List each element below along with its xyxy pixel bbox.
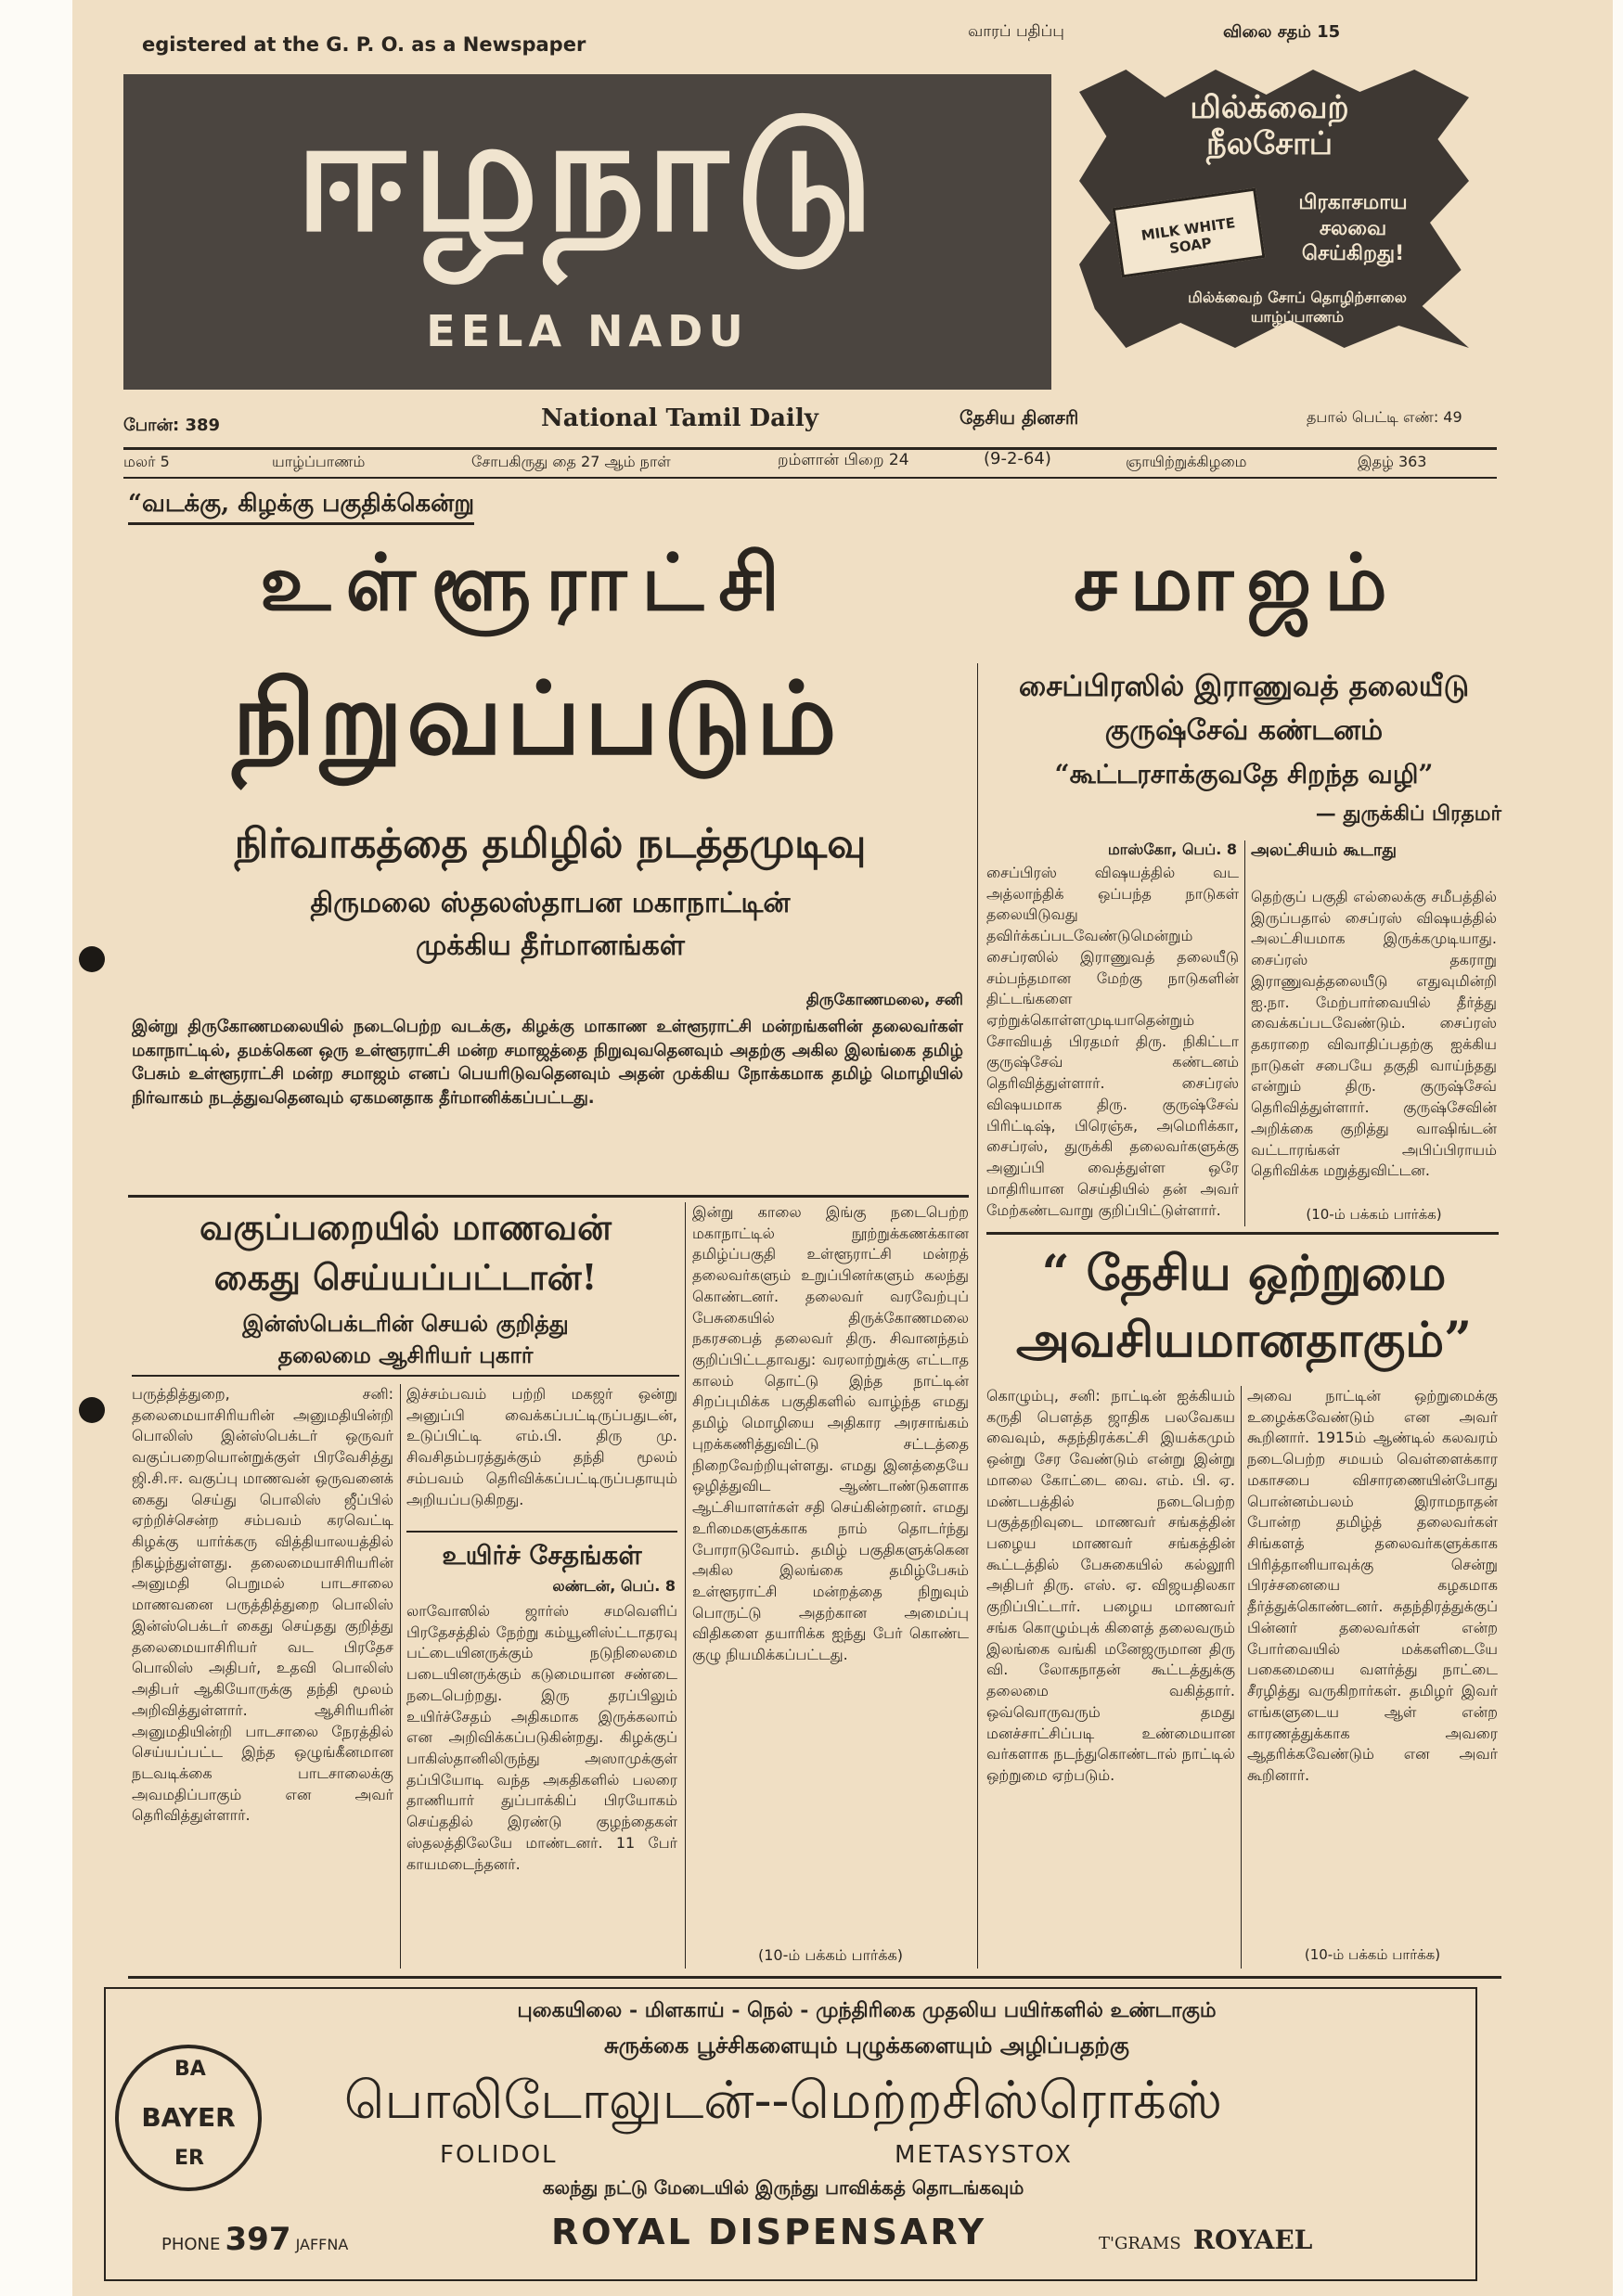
classroom-headline-1: வகுப்பறையில் மாணவன் xyxy=(199,1206,612,1248)
cyprus-column-1: சைப்பிரஸ் விஷயத்தில் வட அத்லாந்திக் ஒப்பந்த நாடுகள் தலையிடுவது தவிர்க்கப்படவேண்டுமென்றும் சைப்ரஸில் இராணுவத் தலையீடு சம்பந்தமான மேற்கு நாடுகளின் திட்டங்களை ஏற்றுக்கொள்ளமுடியாதென்றும் சோவியத் பிரதமர் திரு. நிகிட்டா குருஷ்சேவ் கண்டனம் தெரிவித்துள்ளார். சைப்ரஸ் விஷயமாக திரு. குருஷ்சேவ் பிரிட்டிஷ், பிரெஞ்சு, அமெரிக்கா, சைப்ரஸ், துருக்கி தலைவர்களுக்கு அனுப்பி வைத்துள்ள ஒரே மாதிரியான செய்தியில் தன் அவர் மேற்கண்டவாறு குறிப்பிட்டுள்ளார். xyxy=(986,864,1239,1219)
weekly-edition-label: வாரப் பதிப்பு xyxy=(968,22,1064,41)
classroom-column-1: பருத்தித்துறை, சனி: தலைமையாசிரியரின் அனுமதியின்றி பொலிஸ் இன்ஸ்பெக்டர் ஒருவர் வகுப்பறையொன்றுக்குள் பிரவேசித்து ஜி.சி.ஈ. வகுப்பு மாணவன் ஒருவனைக் கைது செய்து பொலிஸ் ஜீப்பில் ஏற்றிச்சென்ற சம்பவம் கரவெட்டி கிழக்கு யார்க்கரு வித்தியாலயத்தில் நிகழ்ந்துள்ளது. தலைமையாசிரியரின் அனுமதி பெறுமல் பாடசாலை மாணவனை பருத்தித்துறை பொலிஸ் இன்ஸ்பெக்டர் கைது செய்தது குறித்து தலைமையாசிரியர் வட பிரதேச பொலிஸ் அதிபர், உதவி பொலிஸ் அதிபர் ஆகியோருக்கு தந்தி மூலம் அறிவித்துள்ளார். ஆசிரியரின் அனுமதியின்றி பாடசாலை நேரத்தில் செய்யப்பட்ட இந்த ஒழுங்கீனமான நடவடிக்கை பாடசாலைக்கு அவமதிப்பாகும் என அவர் தெரிவித்துள்ளார். xyxy=(132,1385,393,1825)
divider-rule xyxy=(123,447,1497,450)
lead-headline-part3: நிறுவப்படும் xyxy=(232,661,841,777)
lives-body: லாவோஸில் ஜார்ஸ் சமவெளிப் பிரதேசத்தில் நேற்று கம்யூனிஸ்ட்டாதரவு பட்டையினருக்கும் நடுநிலைமை படையினருக்கும் கடுமையான சண்டை நடைபெற்றது. இரு தரப்பிலும் உயிர்ச்சேதம் அதிகமாக இருக்கலாம் என அறிவிக்கப்படுகின்றது. கிழக்குப் பாகிஸ்தானிலிருந்து அஸாமுக்குள் தப்பியோடி வந்த அகதிகளில் பலரை தாணியார் துப்பாக்கிப் பிரயோகம் செய்ததில் இரண்டு குழந்தைகள் ஸ்தலத்திலேயே மாண்டனர். 11 பேர் காயமடைந்தனர். xyxy=(406,1602,677,1873)
soap-bar-label: MILK WHITE SOAP xyxy=(1140,214,1237,257)
folidol-metasystox-ad xyxy=(104,1987,1477,2281)
lead-subdeck-2: முக்கிய தீர்மானங்கள் xyxy=(416,930,685,962)
unity-column-2: அவை நாட்டின் ஒற்றுமைக்கு உழைக்கவேண்டும் என அவர் கூறினார். 1915ம் ஆண்டில் கலவரம் நடைபெற்ற சமயம் வெள்ளைக்கார மகாசபை விசாரணையின்போது பொன்னம்பலம் இராமநாதன் போன்ற தமிழ்த் தலைவர்கள் சிங்களத் தலைவர்களுக்காக பிரித்தானியாவுக்கு சென்று பிரச்சனையை கழகமாக தீர்த்துக்கொண்டனர். சுதந்திரத்துக்குப் பின்னர் தலைவர்கள் என்ற போர்வையில் மக்களிடையே பகைமையை வளர்த்து நாட்டை சீரழித்து வருகிறார்கள். தமிழர் இவர் எங்களுடைய ஆள் என்ற காரணத்துக்காக அவரை ஆதரிக்கவேண்டும் என அவர் கூறினார். xyxy=(1247,1387,1498,1784)
cyprus-subhead: அலட்சியம் கூடாது xyxy=(1251,840,1397,860)
lead-headline-part1: உள்ளூராட்சி xyxy=(260,536,794,628)
lead-deck: நிர்வாகத்தை தமிழில் நடத்தமுடிவு xyxy=(234,820,867,867)
ad-telegram xyxy=(1099,2225,1312,2255)
punch-hole xyxy=(79,946,105,972)
punch-hole xyxy=(79,1397,105,1423)
column-rule xyxy=(1244,840,1245,1226)
divider-rule xyxy=(123,477,1497,479)
registration-note: egistered at the G. P. O. as a Newspaper xyxy=(142,33,586,56)
ad-brand: மில்க்வைற் நீலசோப் xyxy=(1190,89,1349,163)
cyprus-headline-2: குருஷ்சேவ் கண்டனம் xyxy=(1104,714,1384,747)
bayer-logo xyxy=(115,2045,262,2191)
english-date: (9-2-64) xyxy=(984,449,1051,468)
bayer-logo-top: BA xyxy=(174,2058,206,2081)
column-rule xyxy=(1241,1386,1242,1969)
cyprus-byline: — துருக்கிப் பிரதமர் xyxy=(1315,802,1501,826)
ad-line-1: புகையிலை - மிளகாய் - நெல் - முந்திரிகை முதலிய பயிர்களில் உண்டாகும் xyxy=(517,1998,1217,2022)
ad-line-2: சுருக்கை பூச்சிகளையும் புழுக்களையும் அழிப்பதற்கு xyxy=(603,2032,1129,2059)
ad-line-3: கலந்து நட்டு மேடையில் இருந்து பாவிக்கத் தொடங்கவும் xyxy=(542,2176,1024,2199)
masthead-english-title: EELA NADU xyxy=(426,306,749,356)
classroom-deck-1: இன்ஸ்பெக்டரின் செயல் குறித்து xyxy=(242,1310,569,1337)
ad-product-metasystox: METASYSTOX xyxy=(895,2141,1073,2169)
cyprus-headline-1: சைப்பிரஸில் இராணுவத் தலையீடு xyxy=(1018,670,1470,703)
po-box: தபால் பெட்டி எண்: 49 xyxy=(1307,408,1462,426)
volume-number: மலர் 5 xyxy=(123,453,170,470)
ad-phone-city: JAFFNA xyxy=(295,2236,349,2253)
cyprus-jump-note: (10-ம் பக்கம் பார்க்க) xyxy=(1306,1206,1442,1223)
unity-headline-1: “ தேசிய ஒற்றுமை xyxy=(1041,1245,1447,1302)
ad-shop-name: ROYAL DISPENSARY xyxy=(551,2212,987,2252)
milkwhite-soap-ad xyxy=(1079,70,1501,348)
issue-number: இதழ் 363 xyxy=(1358,453,1427,470)
column-rule xyxy=(685,1202,686,1969)
divider-rule xyxy=(986,1232,1499,1235)
lead-continued-column: இன்று காலை இங்கு நடைபெற்ற மகாநாட்டில் நூற்றுக்கணக்கான தமிழ்ப்பகுதி உள்ளூராட்சி மன்றத் தலைவர்களும் உறுப்பினர்களும் கலந்து கொண்டனர். தலைவர் வரவேற்புப் பேசுகையில் திருக்கோணமலை நகரசபைத் தலைவர் திரு. சிவானந்தம் குறிப்பிட்டதாவது: வரலாற்றுக்கு எட்டாத காலம் தொட்டு இந்த நாட்டின் சிறப்புமிக்க பகுதிகளில் வாழ்ந்த எமது தமிழ் மொழியை அதிகார அரசாங்கம் புறக்கணித்துவிட்டு சட்டத்தை நிறைவேற்றியுள்ளது. எமது இனத்தையே ஒழித்துவிட ஆண்டாண்டுகளாக ஆட்சியாளர்கள் சதி செய்கின்றனர். எமது உரிமைகளுக்காக நாம் தொடர்ந்து போராடுவோம். தமிழ் பகுதிகளுக்கென அகில இலங்கை தமிழ்பேசும் உள்ளூராட்சி மன்றத்தை நிறுவும் பொருட்டு அதற்கான அமைப்பு விதிகளை தயாரிக்க ஐந்து பேர் கொண்ட குழு நியமிக்கப்பட்டது. xyxy=(692,1203,969,1664)
cyprus-column-2: தெற்குப் பகுதி எல்லைக்கு சமீபத்தில் இருப்பதால் சைப்ரஸ் விஷயத்தில் அலட்சியமாக இருக்கமுடியாது. சைப்ரஸ் தகராறு இராணுவத்தலையீடு எதுவுமின்றி ஐ.நா. மேற்பார்வையில் தீர்த்து வைக்கப்படவேண்டும். சைப்ரஸ் தகராறை விவாதிப்பதற்கு ஐக்கிய நாடுகள் சபையே தகுதி வாய்ந்தது என்றும் திரு. குருஷ்சேவ் தெரிவித்துள்ளார். குருஷ்சேவின் அறிக்கை குறித்து வாஷிங்டன் வட்டாரங்கள் அபிப்பிராயம் தெரிவிக்க மறுத்துவிட்டன. xyxy=(1251,888,1497,1180)
cyprus-dateline: மாஸ்கோ, பெப். 8 xyxy=(1107,840,1237,858)
bayer-logo-bottom: ER xyxy=(174,2147,204,2170)
lead-dateline: திருகோணமலை, சனி xyxy=(805,991,963,1009)
lead-intro: இன்று திருகோணமலையில் நடைபெற்ற வடக்கு, கிழக்கு மாகாண உள்ளூராட்சி மன்றங்களின் தலைவர்கள் மகாநாட்டில், தமக்கென ஒரு உள்ளூராட்சி மன்ற சமாஜத்தை நிறுவுவதெனவும் அதற்கு அகில இலங்கை தமிழ் பேசும் உள்ளூராட்சி மன்ற சமாஜம் எனப் பெயரிடுவதெனவும் அதன் முக்கிய நோக்கமாக தமிழ் மொழியில் நிர்வாகம் நடத்துவதெனவும் ஏகமனதாக தீர்மானிக்கப்பட்டது. xyxy=(132,1017,963,1108)
ad-phone xyxy=(161,2221,348,2258)
divider-rule xyxy=(132,1375,679,1377)
masthead-banner xyxy=(123,74,1051,390)
cyprus-quote: “கூட்டரசாக்குவதே சிறந்த வழி” xyxy=(1054,759,1434,789)
ad-grams-address: ROYAEL xyxy=(1192,2225,1313,2255)
ad-phone-number: 397 xyxy=(225,2221,291,2258)
column-rule xyxy=(400,1384,401,1969)
newspaper-page xyxy=(72,0,1613,2296)
ad-grams-label: T'GRAMS xyxy=(1099,2234,1181,2253)
lead-subdeck-1: திருமலை ஸ்தலஸ்தாபன மகாநாட்டின் xyxy=(310,887,791,919)
lives-dateline: லண்டன், பெப். 8 xyxy=(552,1577,676,1595)
price-label: விலை சதம் 15 xyxy=(1223,22,1341,42)
ad-maker: மில்க்வைற் சோப் தொழிற்சாலை யாழ்ப்பாணம் xyxy=(1188,289,1407,326)
hijri-date: றம்ளான் பிறை 24 xyxy=(778,451,909,469)
national-daily-label: National Tamil Daily xyxy=(541,404,818,432)
divider-rule xyxy=(406,1531,677,1533)
national-daily-tamil: தேசிய தினசரி xyxy=(960,406,1079,429)
divider-rule xyxy=(128,1195,969,1198)
ad-phone-label: PHONE xyxy=(161,2235,221,2254)
phone-number: போன்: 389 xyxy=(123,416,221,435)
column-rule xyxy=(977,663,978,1969)
city-name: யாழ்ப்பாணம் xyxy=(272,453,366,470)
lead-kicker: “வடக்கு, கிழக்கு பகுதிக்கென்று xyxy=(128,490,474,525)
unity-headline-2: அவசியமானதாகும்” xyxy=(1015,1312,1472,1368)
ad-products-tamil: பொலிடோலுடன்--மெற்றசிஸ்ரொக்ஸ் xyxy=(343,2071,1223,2131)
unity-jump-note: (10-ம் பக்கம் பார்க்க) xyxy=(1304,1946,1441,1963)
divider-rule xyxy=(128,1976,1501,1979)
classroom-column-2: இச்சம்பவம் பற்றி மகஜர் ஒன்று அனுப்பி வைக்கப்பட்டிருப்பதுடன், உடுப்பிட்டி எம்.பி. திரு மு. சிவசிதம்பரத்துக்கும் தந்தி மூலம் சம்பவம் தெரிவிக்கப்பட்டிருப்பதாயும் அறியப்படுகிறது. xyxy=(406,1385,677,1508)
classroom-headline-2: கைது செய்யப்பட்டான்! xyxy=(213,1256,598,1298)
lives-headline: உயிர்ச் சேதங்கள் xyxy=(442,1540,642,1571)
ad-tagline: பிரகாசமாய சலவை செய்கிறது! xyxy=(1298,191,1408,265)
classroom-deck-2: தலைமை ஆசிரியர் புகார் xyxy=(277,1341,534,1368)
bayer-logo-text: BAYER xyxy=(141,2102,236,2133)
lead-headline-part2: சமாஜம் xyxy=(1074,536,1400,628)
weekday: ஞாயிற்றுக்கிழமை xyxy=(1126,453,1247,470)
lead-jump-note: (10-ம் பக்கம் பார்க்க) xyxy=(757,1946,903,1964)
masthead-title: ஈழநாடு xyxy=(294,83,881,267)
unity-column-1: கொழும்பு, சனி: நாட்டின் ஐக்கியம் கருதி பௌத்த ஜாதிக பலவேகய வைவும், சுதந்திரக்கட்சி இயக்கமும் ஒன்று சேர வேண்டும் என்று இன்று மாலை கோட்டை வை. எம். பி. ஏ. மண்டபத்தில் நடைபெற்ற பகுத்தறிவுடை மாணவர் சங்கத்தின் பழைய மாணவர் சங்கத்தின் கூட்டத்தில் பேசுகையில் கல்லூரி அதிபர் திரு. எஸ். ஏ. விஜயதிலகா குறிப்பிட்டார். பழைய மாணவர் சங்க கொழும்புக் கிளைத் தலைவரும் இலங்கை வங்கி மனேஜருமான திரு வி. லோகநாதன் கூட்டத்துக்கு தலைமை வகித்தார். ஒவ்வொருவரும் தமது மனச்சாட்சிப்படி உண்மையான வர்களாக நடந்துகொண்டால் நாட்டில் ஒற்றுமை ஏற்படும். xyxy=(986,1387,1235,1784)
tamil-year-date: சோபகிருது தை 27 ஆம் நாள் xyxy=(471,453,671,470)
ad-product-folidol: FOLIDOL xyxy=(440,2141,558,2169)
